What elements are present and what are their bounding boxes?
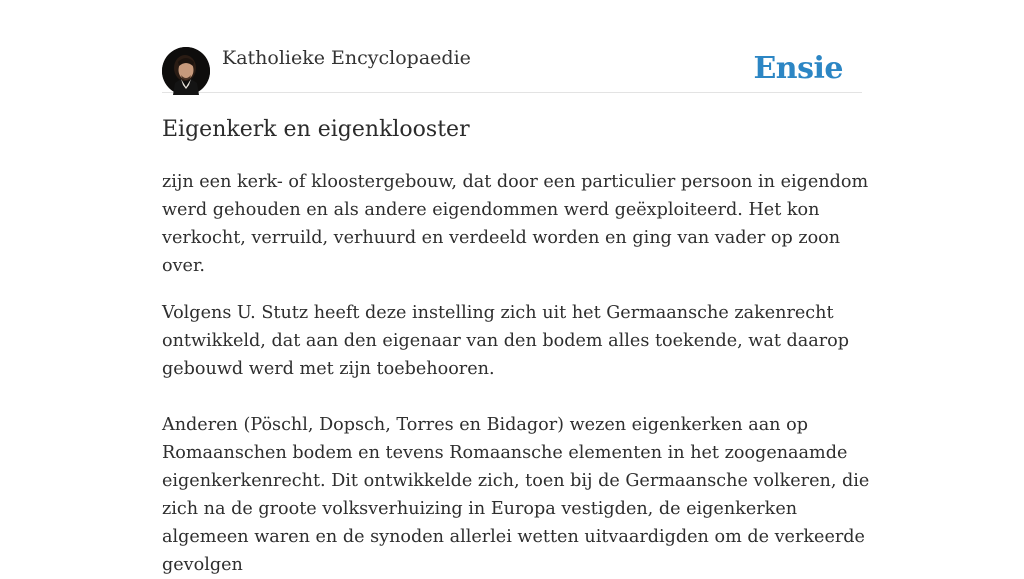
article-paragraph-3: Anderen (Pöschl, Dopsch, Torres en Bidagor) wezen eigenkerken aan op Romaanschen bodem en tevens Romaansche elementen in het zoogenaamde eigenkerkenrecht. Dit ontwikkelde zich, toen bij de Germaansche volkeren, die zich na de groote volksverhuizing in Europa vestigden, de eigenkerken algemeen waren en de synoden allerlei wetten uitvaardigden om de verkeerde gevolgen [162, 415, 870, 575]
article-paragraph-1: zijn een kerk- of kloostergebouw, dat door een particulier persoon in eigendom werd gehouden en als andere eigendommen werd geëxploiteerd. Het kon verkocht, verruild, verhuurd en verdeeld worden en ging van vader op zoon over. [162, 172, 869, 276]
article-paragraph-2: Volgens U. Stutz heeft deze instelling zich uit het Germaansche zakenrecht ontwikkeld, dat aan den eigenaar van den bodem alles toekende, wat daarop gebouwd werd met zijn toebehooren. [162, 303, 850, 379]
portrait-avatar[interactable] [162, 47, 210, 95]
article-body [162, 168, 872, 579]
article-title: Eigenkerk en eigenklooster [162, 117, 470, 142]
ensie-logo[interactable]: Ensie [753, 51, 843, 86]
site-name[interactable]: Katholieke Encyclopaedie [222, 47, 471, 69]
paragraph-spacer [162, 383, 872, 411]
portrait-image [162, 47, 210, 95]
site-header [162, 45, 862, 93]
